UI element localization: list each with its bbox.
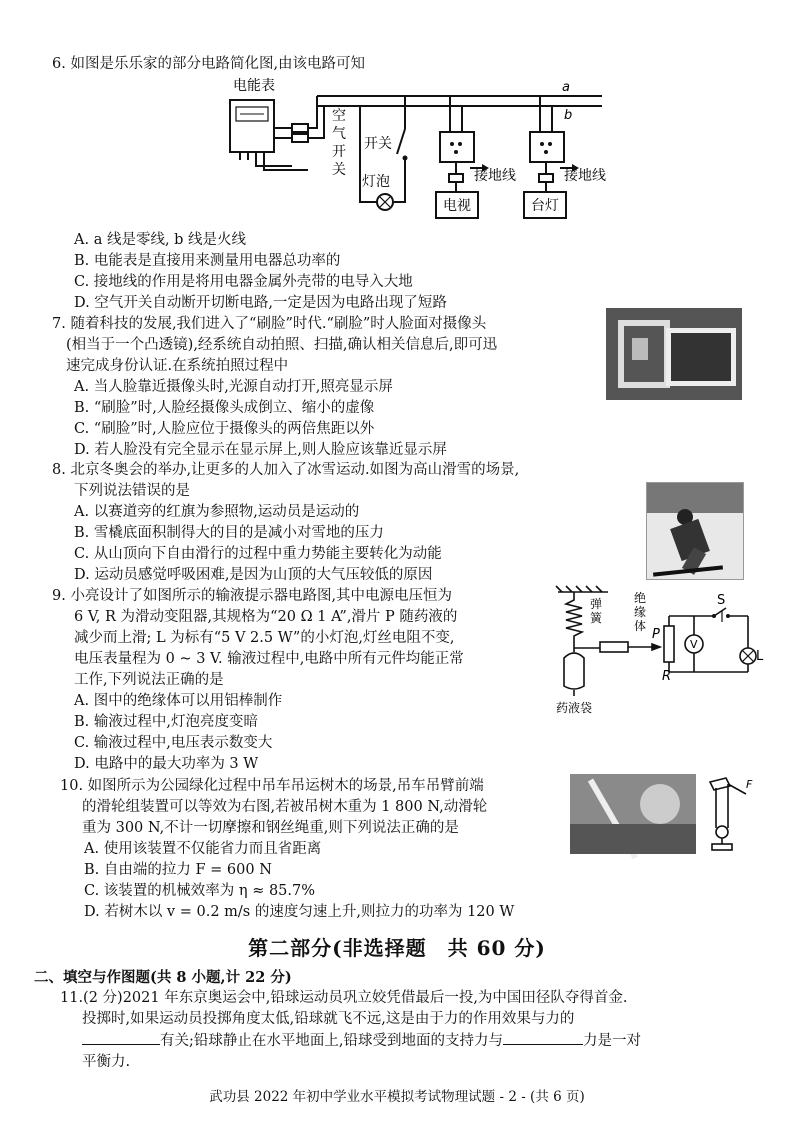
q11-line-2: 投掷时,如果运动员投掷角度太低,铅球就飞不远,这是由于力的作用效果与力的	[82, 1011, 575, 1027]
ground-label-2: 接地线	[564, 168, 606, 184]
breaker-label-1: 空	[332, 108, 346, 124]
q9-line-2: 6 V, R 为滑动变阻器,其规格为“20 Ω 1 A”,滑片 P 随药液的	[74, 609, 458, 625]
insulator-label-1: 绝	[634, 591, 647, 605]
q6-option-c: C. 接地线的作用是将用电器金属外壳带的电导入大地	[74, 274, 413, 290]
q10-option-c: C. 该装置的机械效率为 η ≈ 85.7%	[84, 883, 316, 899]
q9-options	[74, 691, 282, 775]
q7-line-2: (相当于一个凸透镜),经系统自动拍照、扫描,确认相关信息后,即可迅	[66, 337, 498, 353]
q9-line-5: 工作,下列说法正确的是	[74, 672, 224, 688]
q9-option-d: D. 电路中的最大功率为 3 W	[74, 756, 259, 772]
q6-options	[74, 230, 447, 314]
breaker-label-3: 开	[332, 144, 346, 160]
q11-line-3a: 有关;铅球静止在水平地面上,铅球受到地面的支持力与	[160, 1033, 503, 1049]
q8-option-b: B. 雪橇底面积制得大的目的是减小对雪地的压力	[74, 525, 384, 541]
bag-label: 药液袋	[556, 701, 593, 715]
q10-line-1: 10. 如图所示为公园绿化过程中吊车吊运树木的场景,吊车吊臂前端	[60, 778, 484, 794]
wire-b-label: b	[564, 108, 573, 123]
q6-option-b: B. 电能表是直接用来测量用电器总功率的	[74, 253, 341, 269]
q11-line-1: 11.(2 分)2021 年东京奥运会中,铅球运动员巩立姣凭借最后一投,为中国田径队夺得首金.	[60, 990, 628, 1006]
q9-option-c: C. 输液过程中,电压表示数变大	[74, 735, 273, 751]
lamp-label: 台灯	[531, 198, 559, 214]
q10-option-b: B. 自由端的拉力 F = 600 N	[84, 862, 272, 878]
q8-line-1: 8. 北京冬奥会的举办,让更多的人加入了冰雪运动.如图为高山滑雪的场景,	[52, 462, 520, 478]
q6-option-a: A. a 线是零线, b 线是火线	[74, 232, 247, 248]
q9-line-3: 减少而上滑; L 为标有“5 V 2.5 W”的小灯泡,灯丝电阻不变,	[74, 630, 455, 646]
slider-p-label: P	[652, 627, 660, 642]
q9-option-a: A. 图中的绝缘体可以用铝棒制作	[74, 693, 283, 709]
q8-line-2: 下列说法错误的是	[74, 483, 190, 499]
q10-option-d: D. 若树木以 v = 0.2 m/s 的速度匀速上升,则拉力的功率为 120 W	[84, 904, 515, 920]
q11-line-4: 平衡力.	[82, 1054, 131, 1070]
q11-line-3b: 力是一对	[583, 1033, 641, 1049]
face-recognition-photo	[606, 308, 742, 400]
meter-label: 电能表	[233, 78, 275, 94]
q10-stem	[60, 776, 487, 839]
q6-circuit-diagram	[212, 74, 612, 232]
q8-stem	[52, 460, 519, 502]
q8-option-d: D. 运动员感觉呼吸困难,是因为山顶的大气压较低的原因	[74, 567, 433, 583]
resistor-r-label: R	[662, 669, 672, 684]
q7-option-c: C. “刷脸”时,人脸应位于摄像头的两倍焦距以外	[74, 421, 375, 437]
q8-option-a: A. 以赛道旁的红旗为参照物,运动员是运动的	[74, 504, 360, 520]
q7-stem	[52, 314, 497, 377]
q6-option-d: D. 空气开关自动断开切断电路,一定是因为电路出现了短路	[74, 295, 447, 311]
section-two-heading: 二、填空与作图题(共 8 小题,计 22 分)	[34, 969, 292, 986]
pulley-diagram	[706, 774, 760, 858]
q8-option-c: C. 从山顶向下自由滑行的过程中重力势能主要转化为动能	[74, 546, 442, 562]
crane-photo	[570, 774, 696, 854]
q9-infusion-circuit	[552, 586, 762, 718]
q10-options	[84, 839, 514, 923]
q11-answer-blank-2[interactable]	[503, 1030, 583, 1045]
q7-option-b: B. “刷脸”时,人脸经摄像头成倒立、缩小的虚像	[74, 400, 375, 416]
force-f-label: F	[746, 778, 753, 791]
bulb-label: 灯泡	[362, 174, 390, 190]
q9-line-4: 电压表量程为 0 ~ 3 V. 输液过程中,电路中所有元件均能正常	[74, 651, 464, 667]
q7-option-d: D. 若人脸没有完全显示在显示屏上,则人脸应该靠近显示屏	[74, 442, 447, 458]
part-two-heading: 第二部分(非选择题 共 60 分)	[248, 936, 546, 960]
page-footer: 武功县 2022 年初中学业水平模拟考试物理试题 - 2 - (共 6 页)	[209, 1089, 585, 1105]
q10-option-a: A. 使用该装置不仅能省力而且省距离	[84, 841, 322, 857]
q11	[60, 988, 641, 1073]
q7-option-a: A. 当人脸靠近摄像头时,光源自动打开,照亮显示屏	[74, 379, 393, 395]
q9-stem	[52, 586, 464, 691]
ground-label-1: 接地线	[474, 168, 516, 184]
q11-answer-blank-1[interactable]	[82, 1030, 160, 1045]
tv-label: 电视	[443, 198, 471, 214]
breaker-label-2: 气	[332, 126, 346, 142]
switch-s-label: S	[717, 593, 726, 608]
breaker-label-4: 关	[332, 162, 346, 178]
q9-option-b: B. 输液过程中,灯泡亮度变暗	[74, 714, 258, 730]
q9-line-1: 9. 小亮设计了如图所示的输液提示器电路图,其中电源电压恒为	[52, 588, 453, 604]
q7-line-1: 7. 随着科技的发展,我们进入了“刷脸”时代.“刷脸”时人脸面对摄像头	[52, 316, 487, 332]
insulator-label-3: 体	[634, 619, 647, 633]
q6-stem: 6. 如图是乐乐家的部分电路简化图,由该电路可知	[52, 56, 366, 72]
skiing-photo	[646, 482, 744, 580]
insulator-label-2: 缘	[634, 605, 647, 619]
q10-line-2: 的滑轮组装置可以等效为右图,若被吊树木重为 1 800 N,动滑轮	[82, 799, 488, 815]
switch-label: 开关	[364, 136, 392, 152]
q7-options	[74, 377, 447, 461]
q11-line-3	[60, 1030, 641, 1052]
q7-line-3: 速完成身份认证.在系统拍照过程中	[66, 358, 289, 374]
q8-options	[74, 502, 442, 586]
lamp-l-label: L	[756, 649, 764, 664]
spring-label-2: 簧	[590, 611, 603, 625]
voltmeter-label: V	[690, 638, 698, 651]
wire-a-label: a	[562, 80, 570, 95]
spring-label-1: 弹	[590, 597, 603, 611]
q10-line-3: 重为 300 N,不计一切摩擦和钢丝绳重,则下列说法正确的是	[82, 820, 459, 836]
